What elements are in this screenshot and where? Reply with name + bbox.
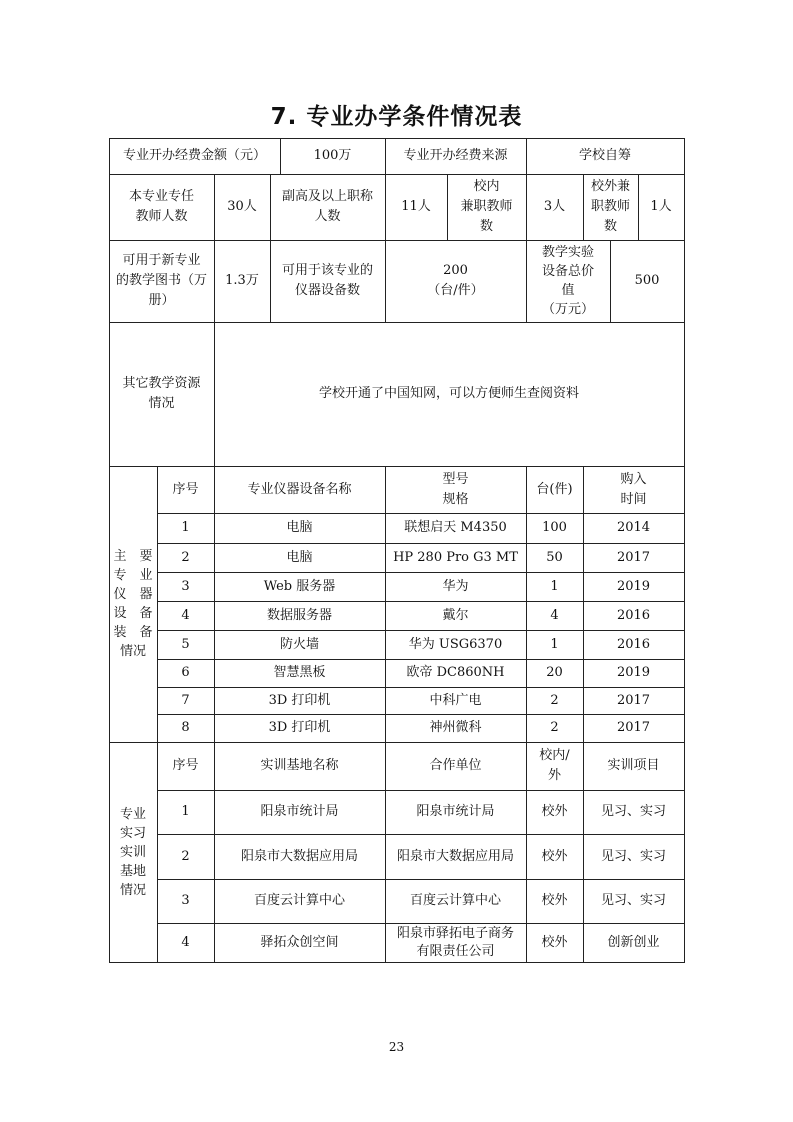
equipment-cell: 防火墙 <box>279 636 319 652</box>
funding-source-label: 专业开办经费来源 <box>403 148 508 163</box>
equipment-cell: 2017 <box>616 720 651 735</box>
equipment-count-label: 可用于该专业的 仪器设备数 <box>281 263 373 298</box>
training-cell: 阳泉市大数据应用局 <box>240 848 358 864</box>
equipment-cell: 6 <box>181 665 190 680</box>
equipment-count-value: 200 （台/件） <box>427 263 484 298</box>
equipment-header-no: 序号 <box>172 481 199 497</box>
equipment-cell: 2019 <box>616 578 651 594</box>
training-header-no: 序号 <box>172 758 199 773</box>
training-header-location: 校内/ 外 <box>539 748 570 783</box>
training-cell: 见习、实习 <box>600 804 666 819</box>
equipment-cell: 2 <box>550 692 559 708</box>
equipment-cell: 戴尔 <box>442 607 469 623</box>
equipment-cell: 数据服务器 <box>266 607 332 623</box>
equipment-cell: 1 <box>550 636 559 652</box>
training-cell: 1 <box>181 804 190 819</box>
training-cell: 百度云计算中心 <box>409 893 501 908</box>
external-parttime-label: 校外兼 职教师 数 <box>590 179 630 234</box>
equipment-cell: 1 <box>181 520 190 535</box>
training-cell: 创新创业 <box>607 934 660 950</box>
funding-source-value: 学校自筹 <box>578 148 631 163</box>
training-cell: 阳泉市大数据应用局 <box>396 848 514 864</box>
external-parttime-value: 1人 <box>650 199 672 214</box>
equipment-cell: 欧帝 DC860NH <box>406 665 505 680</box>
teachers-value: 30人 <box>227 199 257 214</box>
equipment-cell: 100 <box>542 520 567 535</box>
funding-value: 100万 <box>313 148 352 163</box>
equipment-cell: 2016 <box>616 607 651 623</box>
training-cell: 驿拓众创空间 <box>260 934 339 950</box>
training-cell: 见习、实习 <box>600 893 666 908</box>
equipment-header-year: 购入 时间 <box>620 471 647 507</box>
senior-label: 副高及以上职称 人数 <box>281 189 373 224</box>
training-cell: 见习、实习 <box>600 848 666 864</box>
training-section-label: 专业 实习 实训 基地 情况 <box>119 806 146 898</box>
equipment-cell: 50 <box>546 549 563 565</box>
internal-parttime-value: 3人 <box>543 199 566 214</box>
equipment-cell: 神州微科 <box>429 720 482 735</box>
equipment-cell: 7 <box>181 692 190 708</box>
training-header-project: 实训项目 <box>607 758 660 773</box>
equipment-cell: 2016 <box>616 636 651 652</box>
books-label: 可用于新专业 的教学图书（万 册） <box>115 253 207 308</box>
equipment-cell: 华为 <box>442 578 469 594</box>
equipment-section-label: 主 要 专 业 仪 器 设 备 装 备 情况 <box>113 549 153 659</box>
equipment-cell: HP 280 Pro G3 MT <box>393 549 518 565</box>
equipment-cell: 2019 <box>616 665 651 680</box>
training-header-base: 实训基地名称 <box>260 758 339 773</box>
equipment-cell: 智慧黑板 <box>273 665 326 680</box>
equipment-cell: 3 <box>181 578 190 594</box>
internal-parttime-label: 校内 兼职教师 数 <box>460 179 513 234</box>
equipment-cell: 中科广电 <box>429 692 482 708</box>
training-cell: 校外 <box>541 934 568 950</box>
equipment-cell: 2014 <box>616 520 651 535</box>
training-cell: 阳泉市统计局 <box>260 804 339 819</box>
teachers-label: 本专业专任 教师人数 <box>128 189 194 224</box>
equipment-cell: 4 <box>181 607 190 623</box>
equipment-cell: 2017 <box>616 549 651 565</box>
equipment-header-name: 专业仪器设备名称 <box>247 481 352 497</box>
equipment-cell: 20 <box>546 665 563 680</box>
equipment-value-label: 教学实验 设备总价 值 （万元） <box>541 245 594 317</box>
equipment-cell: 2 <box>181 549 190 565</box>
equipment-cell: 4 <box>550 607 559 623</box>
training-cell: 校外 <box>541 848 568 864</box>
training-cell: 校外 <box>541 804 568 819</box>
page-number: 23 <box>388 1040 405 1054</box>
equipment-cell: 8 <box>181 720 190 735</box>
other-resources-label: 其它教学资源 情况 <box>122 376 201 411</box>
training-cell: 百度云计算中心 <box>253 893 345 908</box>
equipment-cell: 5 <box>181 636 190 652</box>
page-title: 7. 专业办学条件情况表 <box>270 104 523 130</box>
equipment-cell: 华为 USG6370 <box>408 636 503 652</box>
equipment-cell: Web 服务器 <box>263 578 336 594</box>
equipment-header-model: 型号 规格 <box>442 471 469 507</box>
equipment-cell: 3D 打印机 <box>268 720 331 735</box>
equipment-value-value: 500 <box>634 273 660 288</box>
equipment-cell: 2 <box>550 720 559 735</box>
training-cell: 4 <box>181 934 190 950</box>
funding-label: 专业开办经费金额（元） <box>122 148 266 163</box>
other-resources-value: 学校开通了中国知网，可以方便师生查阅资料 <box>318 386 579 401</box>
equipment-cell: 电脑 <box>286 520 313 535</box>
training-cell: 2 <box>181 848 190 864</box>
training-cell: 阳泉市统计局 <box>416 804 495 819</box>
senior-value: 11人 <box>401 199 431 214</box>
equipment-cell: 电脑 <box>286 549 313 565</box>
training-cell: 校外 <box>541 893 568 908</box>
training-header-partner: 合作单位 <box>429 758 482 773</box>
books-value: 1.3万 <box>225 273 259 288</box>
equipment-cell: 联想启天 M4350 <box>404 520 507 535</box>
equipment-cell: 1 <box>550 578 559 594</box>
training-cell: 3 <box>181 893 190 908</box>
equipment-cell: 3D 打印机 <box>268 692 331 708</box>
equipment-header-qty: 台(件) <box>536 481 573 497</box>
equipment-cell: 2017 <box>616 692 651 708</box>
training-cell: 阳泉市驿拓电子商务 有限责任公司 <box>396 925 514 959</box>
